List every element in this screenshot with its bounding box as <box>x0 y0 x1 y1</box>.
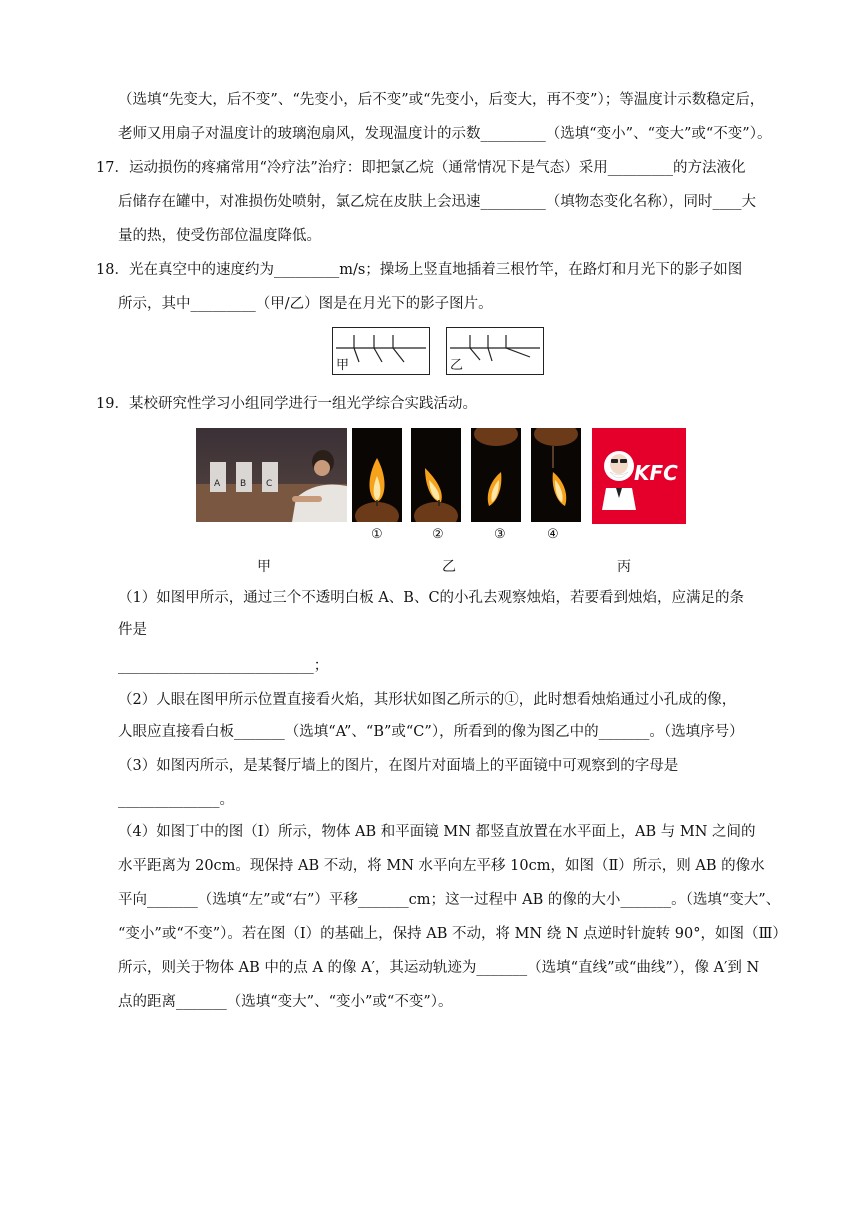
text-line: “变小”或“不变”）。若在图（Ⅰ）的基础上，保持 AB 不动，将 MN 绕 N 点逆时针旋转 90°，如图（Ⅲ） <box>118 926 787 942</box>
sub-question-1: （1）如图甲所示，通过三个不透明白板 A、B、C的小孔去观察烛焰，若要看到烛焰，应满足的条 <box>118 590 745 606</box>
sub-question-4: （4）如图丁中的图（Ⅰ）所示，物体 AB 和平面镜 MN 都竖直放置在水平面上，AB 与 MN 之间的 <box>118 824 756 840</box>
shadow-label-jia: 甲 <box>336 358 350 373</box>
flame-photo-4 <box>531 428 581 522</box>
shadow-figure-jia <box>332 327 430 375</box>
text-line: 老师又用扇子对温度计的玻璃泡扇风，发现温度计的示数_________（选填“变小”、“变大”或“不变”）。 <box>118 126 772 142</box>
text-line: 后储存在罐中，对准损伤处喷射，氯乙烷在皮肤上会迅速_________（填物态变化名称），同时____大 <box>118 194 756 210</box>
flame-photo-3 <box>471 428 521 522</box>
text-line: 水平距离为 20cm。现保持 AB 不动，将 MN 水平向左平移 10cm，如图（Ⅱ）所示，则 AB 的像水 <box>118 858 765 874</box>
answer-blank: ______________。 <box>118 792 234 808</box>
question-18: 18．光在真空中的速度约为_________m/s；操场上竖直地插着三根竹竿，在路灯和月光下的影子如图 <box>96 262 743 278</box>
board-letter-b: B <box>240 479 247 489</box>
caption-yi: 乙 <box>442 559 456 575</box>
flame-number-4: ④ <box>547 527 559 542</box>
sub-question-3: （3）如图丙所示，是某餐厅墙上的图片，在图片对面墙上的平面镜中可观察到的字母是 <box>118 758 679 774</box>
board-letter-c: C <box>266 479 273 489</box>
photo-jia-boards <box>196 428 347 522</box>
board-letter-a: A <box>214 479 221 489</box>
question-17: 17．运动损伤的疼痛常用“冷疗法”治疗：即把氯乙烷（通常情况下是气态）采用_________的方法液化 <box>96 160 746 176</box>
kfc-logo-image <box>592 428 686 524</box>
caption-bing: 丙 <box>617 559 631 575</box>
text-line: 人眼应直接看白板_______（选填“A”、“B”或“C”），所看到的像为图乙中的_______。（选填序号） <box>118 724 744 740</box>
text-line: 所示，其中_________（甲/乙）图是在月光下的影子图片。 <box>118 296 493 312</box>
flame-number-1: ① <box>371 527 383 542</box>
sub-question-2: （2）人眼在图甲所示位置直接看火焰，其形状如图乙所示的①，此时想看烛焰通过小孔成的像， <box>118 692 737 708</box>
shadow-figure-yi <box>446 327 544 375</box>
caption-jia: 甲 <box>257 559 271 575</box>
flame-number-2: ② <box>432 527 444 542</box>
text-line: 平向_______（选填“左”或“右”）平移_______cm；这一过程中 AB 的像的大小_______。（选填“变大”、 <box>118 892 781 908</box>
text-line: （选填“先变大，后不变”、“先变小，后不变”或“先变小，后变大，再不变”）；等温度计示数稳定后， <box>118 92 765 108</box>
question-19: 19．某校研究性学习小组同学进行一组光学综合实践活动。 <box>96 396 477 412</box>
text-line: 件是 <box>118 622 147 638</box>
text-line: 所示，则关于物体 AB 中的点 A 的像 A′，其运动轨迹为_______（选填“直线”或“曲线”），像 A′到 N <box>118 960 760 976</box>
flame-number-3: ③ <box>494 527 506 542</box>
shadow-label-yi: 乙 <box>450 358 464 373</box>
flame-photo-1 <box>352 428 402 522</box>
kfc-logo-text: KFC <box>634 461 678 485</box>
flame-photo-2 <box>411 428 461 522</box>
text-line: 点的距离_______（选填“变大”、“变小”或“不变”）。 <box>118 994 453 1010</box>
text-line: 量的热，使受伤部位温度降低。 <box>118 228 321 244</box>
answer-blank: ___________________________； <box>118 658 329 674</box>
